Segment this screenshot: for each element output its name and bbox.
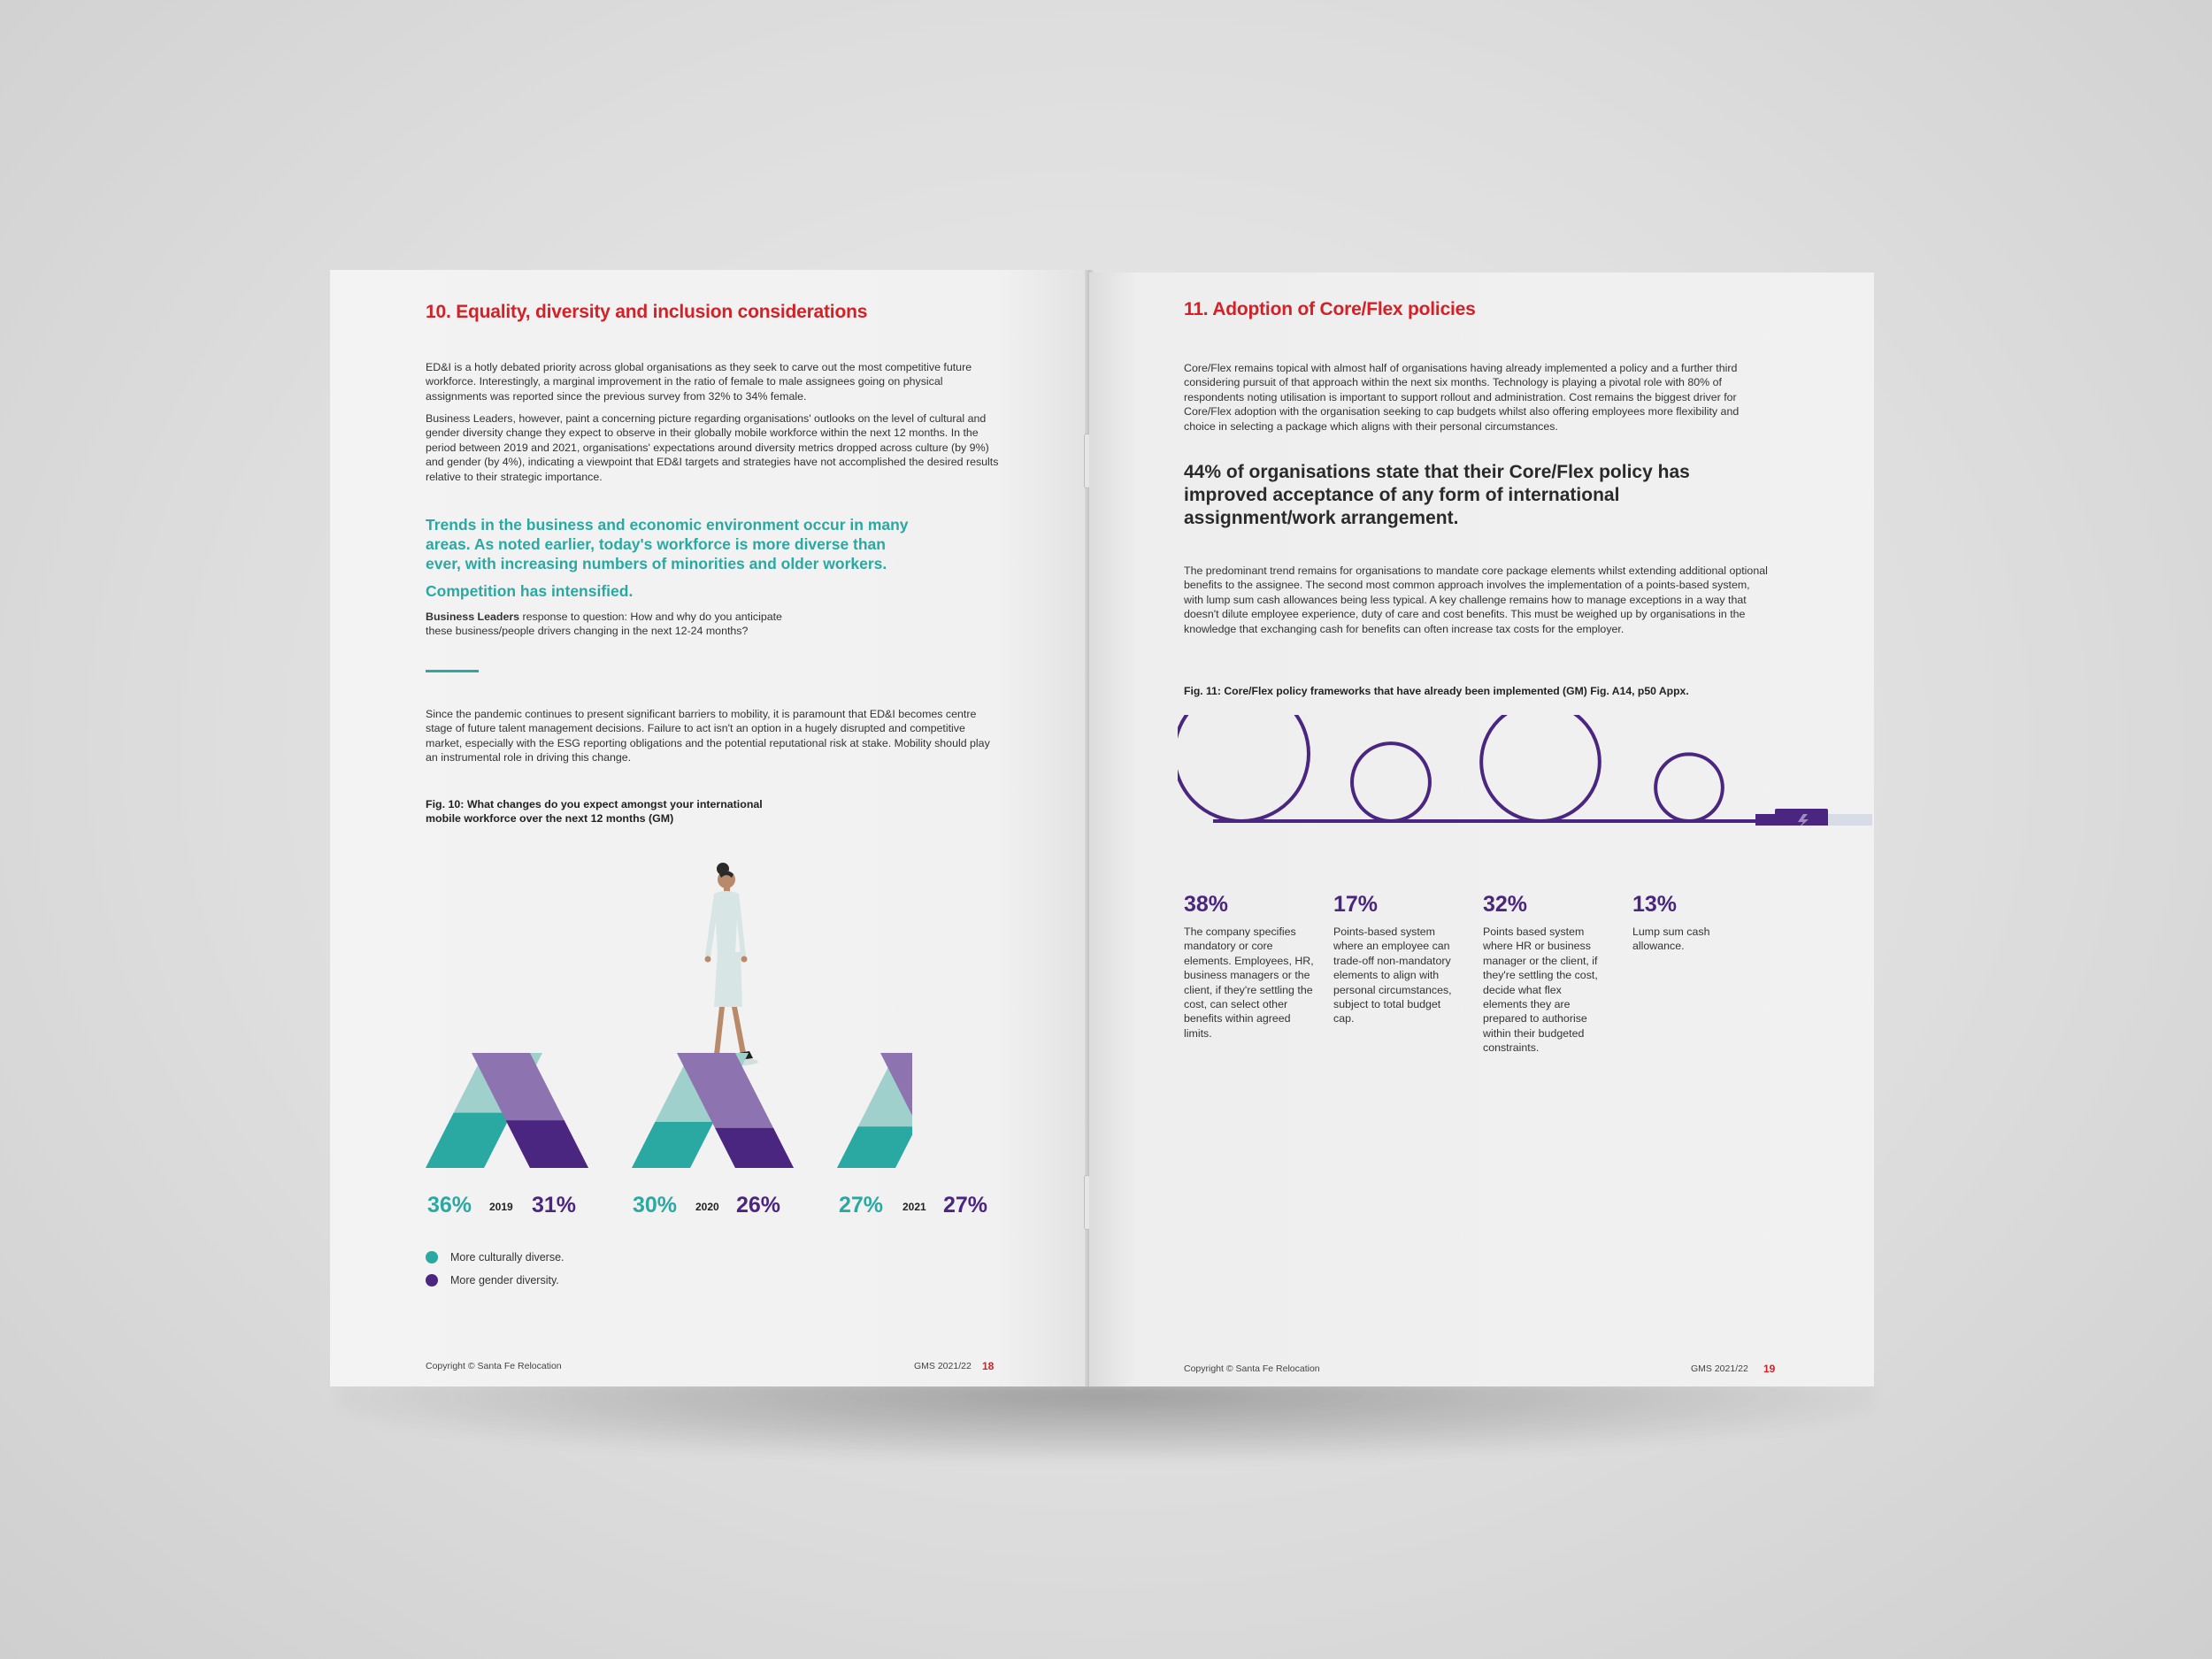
stat-description: Points-based system where an employee can trade-off non-mandatory elements to align with personal circumstances, subject to total budget cap. — [1333, 926, 1452, 1025]
question-text — [426, 610, 806, 639]
left-page — [330, 270, 1089, 1386]
stat-column-3 — [1483, 892, 1633, 1056]
stat-value: 32% — [1483, 892, 1528, 917]
footer-publication: GMS 2021/22 — [1691, 1363, 1748, 1374]
question-body: response to question: How and why do you anticipate these business/people drivers changing in the next 12-24 months? — [426, 611, 782, 638]
bubble-38pct — [1178, 715, 1309, 821]
plug-neck — [1755, 814, 1777, 826]
stat-description: Points based system where HR or business manager or the client, if they're settling the cost, decide what flex elements they are prepared to authorise within their budgeted constraints. — [1483, 926, 1598, 1055]
legend-dot-purple — [426, 1274, 438, 1286]
bubble-13pct — [1655, 754, 1723, 821]
legend-dot-teal — [426, 1251, 438, 1263]
page-number: 19 — [1763, 1363, 1776, 1375]
chart-value-2021-gender: 27% — [943, 1193, 988, 1217]
bar-2021-cultural — [837, 1126, 912, 1168]
crosswalk-bar-chart — [417, 1044, 912, 1177]
intro-paragraph: Core/Flex remains topical with almost half of organisations having already implemented a policy and a further third considering pursuit of that approach within the next six months. Technology is playing a pivotal role with 80% of respondents noting utilisation is important to support rollout and administration. Cost remains the biggest driver for Core/Flex adoption with the organisation seeking to cap budgets whilst also offering employees more flexibility and choice in selecting a package which aligns with their personal circumstances. — [1184, 362, 1740, 433]
chart-legend — [426, 1251, 565, 1286]
bar-2020-cultural — [632, 1122, 713, 1168]
stat-column-2 — [1333, 892, 1484, 1026]
highlight-statement: 44% of organisations state that their Core/Flex policy has improved acceptance of any form of international assignment/work arrangement. — [1184, 462, 1690, 528]
stat-value: 38% — [1184, 892, 1229, 917]
chart-value-2021-cultural: 27% — [839, 1193, 884, 1217]
bubble-17pct — [1352, 743, 1430, 821]
stat-column-4 — [1632, 892, 1783, 954]
pull-quote: Trends in the business and economic environment occur in many areas. As noted earlier, today's workforce is more diverse than ever, with increasing numbers of minorities and older workers. — [426, 516, 909, 572]
stat-description: The company specifies mandatory or core elements. Employees, HR, business managers or the client, if they're settling the cost, can select other benefits within agreed limits. — [1184, 926, 1314, 1040]
bar-2019-cultural — [426, 1113, 512, 1168]
chart-value-2019-gender: 31% — [532, 1193, 577, 1217]
footer-copyright: Copyright © Santa Fe Relocation — [426, 1361, 562, 1371]
book-shadow — [336, 1380, 1876, 1460]
chart-value-2020-gender: 26% — [736, 1193, 781, 1217]
legend-label-cultural: More culturally diverse. — [450, 1251, 565, 1263]
chart-year-2019: 2019 — [489, 1201, 513, 1213]
intro-paragraph: ED&I is a hotly debated priority across global organisations as they seek to carve out the most competitive future workforce. Interestingly, a marginal improvement in the ratio of female to male assignees going on physical assignments was reported since the previous survey from 32% to 34% female. — [426, 361, 972, 403]
footer-copyright: Copyright © Santa Fe Relocation — [1184, 1363, 1320, 1374]
stat-value: 13% — [1632, 892, 1678, 917]
bar-2020-gender — [715, 1128, 794, 1168]
stat-value: 17% — [1333, 892, 1379, 917]
page-number: 18 — [982, 1360, 995, 1372]
bar-2019-gender — [506, 1120, 588, 1168]
question-lead: Business Leaders — [426, 611, 520, 623]
section-title: 11. Adoption of Core/Flex policies — [1184, 299, 1476, 319]
plug-tip — [1828, 814, 1872, 826]
chart-year-2021: 2021 — [902, 1201, 926, 1213]
trend-paragraph: The predominant trend remains for organisations to mandate core package elements whilst extending additional optional benefits to the assignee. The second most common approach involves the implementation of a points-based system, with lump sum cash allowances being less typical. A key challenge remains how to manage exceptions in a way that doesn't dilute employee experience, duty of care and cost benefits. This must be weighed up by organisations in the knowledge that exchanging cash for benefits can often increase tax costs for the employer. — [1184, 565, 1768, 635]
section-title: 10. Equality, diversity and inclusion considerations — [426, 302, 868, 322]
bubble-32pct — [1481, 715, 1600, 821]
figure-caption: Fig. 11: Core/Flex policy frameworks that have already been implemented (GM) Fig. A14, p50 Appx. — [1184, 685, 1689, 697]
figure-caption: Fig. 10: What changes do you expect amongst your international mobile workforce over the next 12 months (GM) — [426, 798, 763, 825]
stat-description: Lump sum cash allowance. — [1632, 926, 1710, 953]
legend-item-cultural — [426, 1251, 565, 1263]
right-page — [1089, 273, 1874, 1386]
pull-quote-secondary: Competition has intensified. — [426, 582, 634, 600]
stat-column-1 — [1184, 892, 1334, 1041]
core-flex-bubble-chart — [1178, 715, 1874, 826]
chart-value-2020-cultural: 30% — [633, 1193, 678, 1217]
legend-item-gender — [426, 1274, 565, 1286]
walking-woman-illustration — [675, 858, 772, 1066]
teal-divider — [426, 670, 479, 672]
pandemic-paragraph: Since the pandemic continues to present significant barriers to mobility, it is paramount that ED&I becomes centre stage of future talent management decisions. Failure to act isn't an option in a hugely disrupted and competitive market, especially with the ESG reporting obligations and the potential reputational risk at stake. Mobility should play an instrumental role in driving this change. — [426, 708, 990, 764]
footer-publication: GMS 2021/22 — [914, 1361, 972, 1371]
business-leaders-paragraph: Business Leaders, however, paint a concerning picture regarding organisations' outlooks on the level of cultural and gender diversity change they expect to observe in their globally mobile workforce within the next 12 months. In the period between 2019 and 2021, organisations' expectations around diversity metrics dropped across culture (by 9%) and gender (by 4%), indicating a viewpoint that ED&I targets and strategies have not accomplished the desired results relative to their strategic importance. — [426, 412, 999, 483]
chart-value-2019-cultural: 36% — [427, 1193, 472, 1217]
legend-label-gender: More gender diversity. — [450, 1274, 559, 1286]
chart-year-2020: 2020 — [695, 1201, 719, 1213]
